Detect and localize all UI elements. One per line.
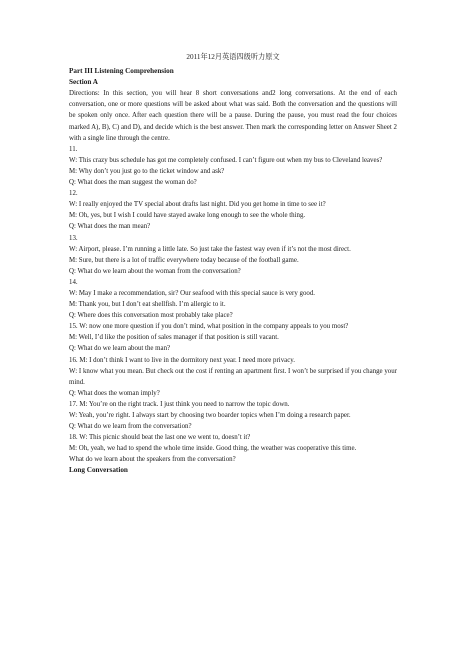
dialogue-line: M: Why don’t you just go to the ticket window and ask? [69, 167, 225, 175]
dialogue-line: W: May I make a recommendation, sir? Our seafood with this special sauce is very good. [69, 289, 316, 297]
dialogue-line: M: Well, I’d like the position of sales manager if that position is still vacant. [69, 334, 279, 342]
question-number: 14. [69, 278, 78, 286]
question-number: 13. [69, 234, 78, 242]
dialogue-line: M: Oh, yeah, we had to spend the whole time inside. Good thing, the weather was cooperative this time. [69, 445, 357, 453]
question-line: Q: Where does this conversation most probably take place? [69, 312, 233, 320]
section-a-heading: Section A [69, 78, 98, 87]
dialogue-line: W: I know what you mean. But check out the cost if renting an apartment first. I won’t be surprised if you change your mind. [69, 367, 397, 386]
question-line: Q: What do we learn from the conversation? [69, 423, 192, 431]
dialogue-line: M: Sure, but there is a lot of traffic everywhere today because of the football game. [69, 256, 299, 264]
dialogue-line: 16. M: I don’t think I want to live in the dormitory next year. I need more privacy. [69, 356, 295, 364]
question-line: Q: What does the woman imply? [69, 389, 160, 397]
question-line: Q: What does the man mean? [69, 223, 151, 231]
dialogue-line: M: Oh, yes, but I wish I could have stayed awake long enough to see the whole thing. [69, 212, 306, 220]
question-line: Q: What does the man suggest the woman do? [69, 179, 197, 187]
question-number: 11. [69, 145, 78, 153]
dialogue-line: W: Yeah, you’re right. I always start by choosing two boarder topics when I’m doing a research paper. [69, 412, 351, 419]
directions-paragraph: Directions: In this section, you will hear 8 short conversations and2 long conversations. At the end of each conversation, one or more questions will be asked about what was said. Both the conversation and the questions will be spoken only once. After each question there will be a pause. During the pause, you must read the four choices marked A), B), C) and D), and decide which is the best answer. Then mark the corresponding letter on Answer Sheet 2 with a single line through the centre. [69, 90, 397, 142]
question-line: What do we learn about the speakers from the conversation? [69, 456, 236, 464]
long-conversation-heading: Long Conversation [69, 466, 128, 475]
dialogue-line: W: Airport, please. I’m running a little late. So just take the fastest way even if it’s not the most direct. [69, 245, 351, 253]
dialogue-line: 17. M: You’re on the right track. I just think you need to narrow the topic down. [69, 400, 290, 408]
dialogue-line: 15. W: now one more question if you don’t mind, what position in the company appeals to you most? [69, 323, 349, 331]
document-title: 2011年12月英语四级听力原文 [186, 53, 280, 61]
question-number: 12. [69, 190, 78, 198]
dialogue-line: W: This crazy bus schedule has got me completely confused. I can’t figure out when my bus to Cleveland leaves? [69, 156, 383, 164]
dialogue-line: 18. W: This picnic should beat the last one we went to, doesn’t it? [69, 434, 251, 442]
question-line: Q: What do we learn about the woman from the conversation? [69, 267, 241, 275]
question-line: Q: What do we learn about the man? [69, 345, 171, 353]
part-heading: Part III Listening Comprehension [69, 67, 174, 76]
dialogue-line: M: Thank you, but I don’t eat shellfish. I’m allergic to it. [69, 301, 226, 309]
dialogue-line: W: I really enjoyed the TV special about drafts last night. Did you get home in time to see it? [69, 201, 326, 209]
